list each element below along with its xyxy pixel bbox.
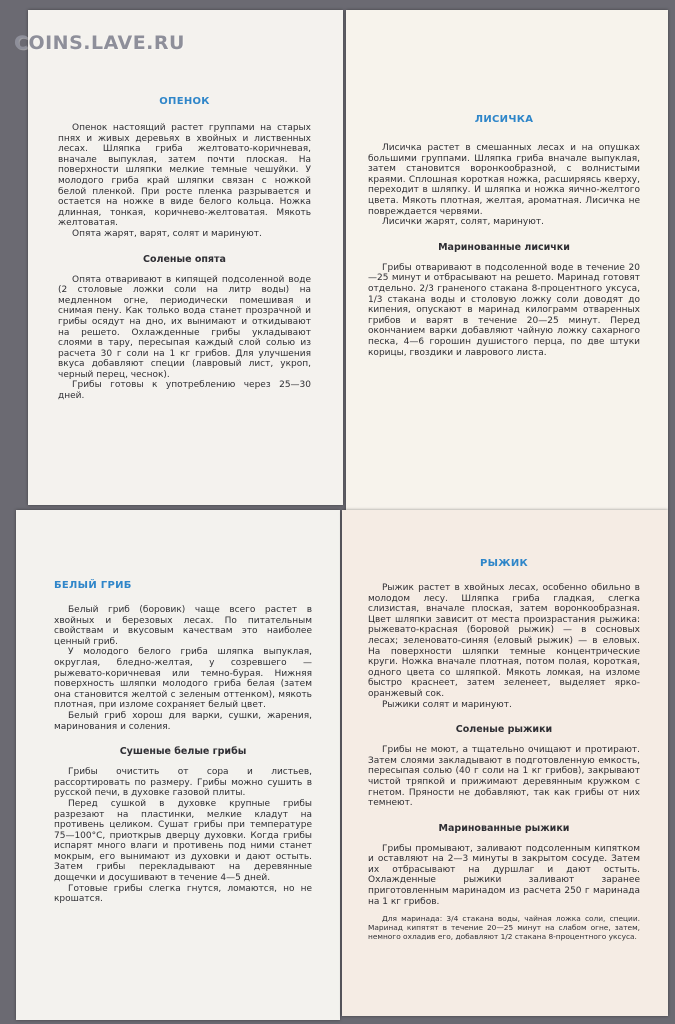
watermark: COINS.LAVE.RU <box>14 32 185 54</box>
paragraph: Грибы готовы к употреблению через 25—30 дней. <box>58 380 311 402</box>
paragraph: Рыжики солят и маринуют. <box>382 699 512 710</box>
paragraph: Грибы не моют, а тщательно очищают и протирают. Затем слоями закладывают в подготовленную емкость, пересыпая солью (40 г соли на 1 кг грибов), закрывают чистой тряпкой и прижимают деревянным кружком с гнетом. Пряности не добавляют, так как грибы от них темнеют. <box>368 745 640 809</box>
paragraph: Грибы отваривают в подсоленной воде в течение 20—25 минут и отбрасывают на решето. Маринад готовят отдельно. 2/3 граненого стакана 8-процентного уксуса, 1/3 стакана воды и столовую ложку соли доводят до кипения, опускают в маринад килограмм отваренных грибов и варят в течение 20—25 минут. Перед окончанием варки добавляют чайную ложку сахарного песка, 4—6 горошин душистого перца, по две штуки корицы, гвоздики и лаврового листа. <box>368 262 640 358</box>
paragraph: Рыжик растет в хвойных лесах, особенно обильно в молодом лесу. Шляпка гриба гладкая, слегка слизистая, вначале плоская, затем воронкообразная. Цвет шляпки зависит от места произрастания рыжика: рыжевато-красная (боровой рыжик) — в сосновых лесах; зеленовато-синяя (еловый рыжик) — в еловых. На поверхности шляпки темные концентрические круги. Ножка вначале плотная, потом полая, короткая, одного цвета со шляпкой. Мякоть ломкая, на изломе быстро краснеет, затем зеленеет, выделяет ярко-оранжевый сок. <box>368 583 640 699</box>
card-title: РЫЖИК <box>480 558 528 569</box>
paragraph: Опята жарят, варят, солят и маринуют. <box>72 228 262 239</box>
card-belyi-grib <box>16 510 340 1020</box>
section-subtitle: Маринованные лисички <box>438 241 570 253</box>
marinade-note: Для маринада: 3/4 стакана воды, чайная ложка соли, специи. Маринад кипятят в течение 20—25 минут на слабом огне, затем, немного охладив его, добавляют 1/2 стакана 8-процентного уксуса. <box>368 914 640 941</box>
paragraph: Грибы очистить от сора и листьев, рассортировать по размеру. Грибы можно сушить в русской печи, в духовке газовой плиты. <box>54 767 312 799</box>
paragraph: Белый гриб хорош для варки, сушки, жарения, маринования и соления. <box>54 710 312 732</box>
paragraph: Опенок настоящий растет группами на старых пнях и живых деревьях в хвойных и лиственных лесах. Шляпка гриба желтовато-коричневая, вначале выпуклая, затем почти плоская. На поверхности шляпки мелкие темные чешуйки. У молодого гриба край шляпки связан с ножкой белой пленкой. При росте пленка разрывается и остается на ножке в виде белого кольца. Ножка длинная, тонкая, коричнево-желтоватая. Мякоть желтоватая. <box>58 123 311 229</box>
paragraph: Перед сушкой в духовке крупные грибы разрезают на пластинки, мелкие кладут на противень целиком. Сушат грибы при температуре 75—100°С, приоткрыв дверцу духовки. Когда грибы испарят много влаги и противень под ними станет мокрым, его вынимают из духовки и дают остыть. Затем грибы перекладывают на деревянные дощечки и досушивают в течение 4—5 дней. <box>54 798 312 884</box>
paragraph: Белый гриб (боровик) чаще всего растет в хвойных и березовых лесах. По питательным свойствам и вкусовым качествам это наиболее ценный гриб. <box>54 605 312 647</box>
section-subtitle: Маринованные рыжики <box>438 822 570 834</box>
card-ryzhik <box>342 510 668 1016</box>
card-title: ОПЕНОК <box>159 96 210 107</box>
paragraph: У молодого белого гриба шляпка выпуклая, округлая, бледно-желтая, у созревшего — рыжевато-коричневая или темно-бурая. Нижняя поверхность шляпки молодого гриба белая (затем она становится желтой с зеленым оттенком), мякоть плотная, при изломе сохраняет белый цвет. <box>54 647 312 711</box>
paragraph: Грибы промывают, заливают подсоленным кипятком и оставляют на 2—3 минуты в закрытом сосуде. Затем их отбрасывают на дуршлаг и дают остыть. Охлажденные рыжики заливают заранее приготовленным маринадом из расчета 250 г маринада на 1 кг грибов. <box>368 843 640 907</box>
paragraph: Готовые грибы слегка гнутся, ломаются, но не крошатся. <box>54 883 312 905</box>
card-title: ЛИСИЧКА <box>474 114 534 125</box>
section-subtitle: Сушеные белые грибы <box>119 746 247 758</box>
paragraph: Лисички жарят, солят, маринуют. <box>382 217 544 228</box>
card-lisichka <box>346 10 668 510</box>
section-subtitle: Соленые рыжики <box>455 724 553 736</box>
paragraph: Лисичка растет в смешанных лесах и на опушках большими группами. Шляпка гриба вначале выпуклая, затем становится воронкообразной, с волнистыми краями. Сплошная короткая ножка, расширяясь кверху, переходит в шляпку. И шляпка и ножка яично-желтого цвета. Мякоть плотная, желтая, ароматная. Лисичка не повреждается червями. <box>368 143 640 217</box>
card-title: БЕЛЫЙ ГРИБ <box>54 580 132 591</box>
card-openok <box>28 10 343 505</box>
section-subtitle: Соленые опята <box>143 253 226 265</box>
paragraph: Опята отваривают в кипящей подсоленной воде (2 столовые ложки соли на литр воды) на медленном огне, периодически помешивая и снимая пену. Как только вода станет прозрачной и грибы осядут на дно, их вынимают и откидывают на решето. Охлажденные грибы укладывают слоями в тару, пересыпая каждый слой солью из расчета 30 г соли на 1 кг грибов. Для улучшения вкуса добавляют специи (лавровый лист, укроп, черный перец, чеснок). <box>58 274 311 380</box>
